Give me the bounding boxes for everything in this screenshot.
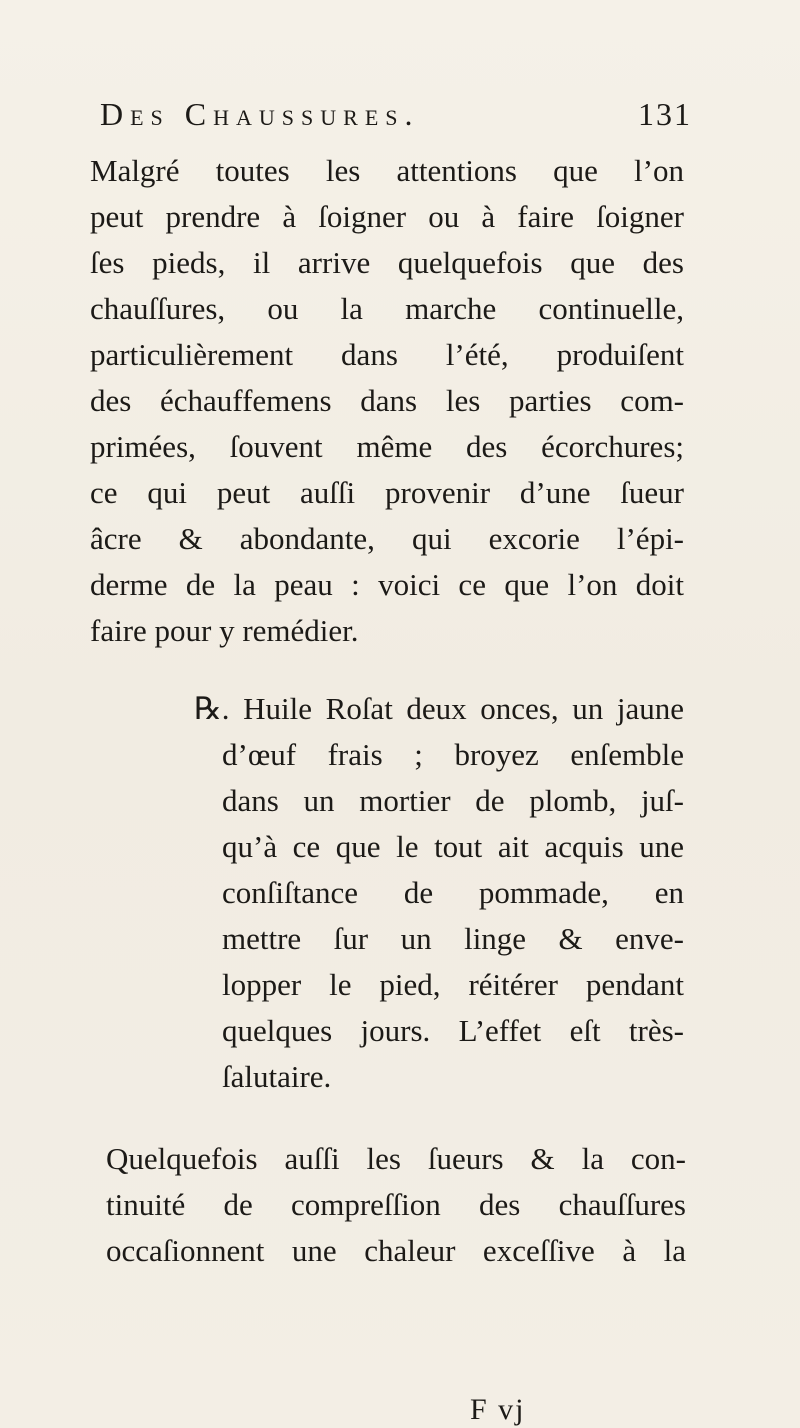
text-line: conſiſtance de pommade, en bbox=[222, 875, 684, 910]
text-line: peut prendre à ſoigner ou à faire ſoigner bbox=[90, 199, 684, 234]
text-line: lopper le pied, réitérer pendant bbox=[222, 967, 684, 1002]
text-line: ſalutaire. bbox=[222, 1059, 332, 1094]
text-line: tinuité de compreſſion des chauſſures bbox=[106, 1187, 686, 1222]
text-line: dans un mortier de plomb, juſ- bbox=[222, 783, 684, 818]
text-line: derme de la peau : voici ce que l’on doit bbox=[90, 567, 684, 602]
text-line: chauſſures, ou la marche continuelle, bbox=[90, 291, 684, 326]
running-head bbox=[100, 96, 692, 146]
text-line: quelques jours. L’effet eſt très- bbox=[222, 1013, 684, 1048]
text-line: ce qui peut auſſi provenir d’une ſueur bbox=[90, 475, 684, 510]
text-line: âcre & abondante, qui excorie l’épi- bbox=[90, 521, 684, 556]
text-line: ℞. Huile Roſat deux onces, un jaune bbox=[194, 691, 684, 726]
page-number: 131 bbox=[638, 96, 692, 132]
text-line: mettre ſur un linge & enve- bbox=[222, 921, 684, 956]
text-line: d’œuf frais ; broyez enſemble bbox=[222, 737, 684, 772]
text-line: ſes pieds, il arrive quelquefois que des bbox=[90, 245, 684, 280]
running-head-title: Des Chaussures. bbox=[100, 96, 420, 132]
text-line: Malgré toutes les attentions que l’on bbox=[90, 153, 684, 188]
text-line: qu’à ce que le tout ait acquis une bbox=[222, 829, 684, 864]
text-line: occaſionnent une chaleur exceſſive à la bbox=[106, 1233, 686, 1268]
signature-mark: F vj bbox=[470, 1393, 526, 1426]
text-line: Quelquefois auſſi les ſueurs & la con- bbox=[106, 1141, 686, 1176]
text-line: des échauffemens dans les parties com- bbox=[90, 383, 684, 418]
text-line: faire pour y remédier. bbox=[90, 613, 359, 648]
text-line: particulièrement dans l’été, produiſent bbox=[90, 337, 684, 372]
text-line: primées, ſouvent même des écorchures; bbox=[90, 429, 684, 464]
